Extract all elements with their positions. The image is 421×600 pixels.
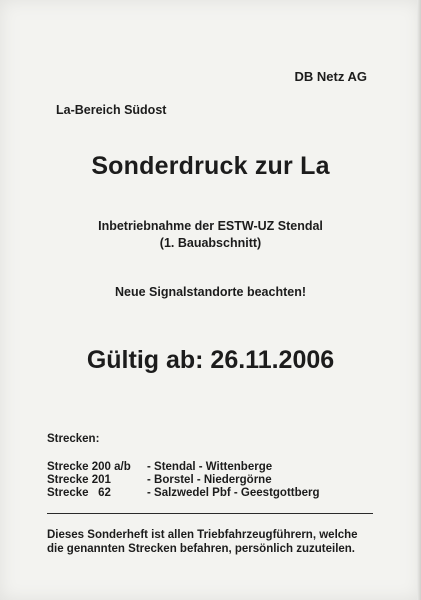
subtitle-line-2: (1. Bauabschnitt) xyxy=(159,236,262,250)
footer-line-2: die genannten Strecken befahren, persönlich zuzuteilen. xyxy=(47,543,356,555)
route-item xyxy=(47,487,320,500)
page-edge xyxy=(417,0,421,600)
document-title: Sonderdruck zur La xyxy=(91,152,330,180)
route-id: Strecke 201 xyxy=(47,474,111,486)
organization-name: DB Netz AG xyxy=(294,69,367,84)
route-description: - Salzwedel Pbf - Geestgottberg xyxy=(147,487,320,499)
footer-line-1: Dieses Sonderheft ist allen Triebfahrzeugführern, welche xyxy=(47,529,358,541)
routes-label: Strecken: xyxy=(47,433,100,445)
section-divider xyxy=(47,513,373,514)
route-item xyxy=(47,474,320,487)
route-description: - Borstel - Niedergörne xyxy=(147,474,272,486)
routes-list xyxy=(47,461,320,500)
subtitle-line-1: Inbetriebnahme der ESTW-UZ Stendal xyxy=(98,219,323,233)
route-item xyxy=(47,461,320,474)
route-description: - Stendal - Wittenberge xyxy=(147,461,273,473)
distribution-note xyxy=(47,528,377,556)
route-id: Strecke 200 a/b xyxy=(47,461,131,473)
region-name: La-Bereich Südost xyxy=(56,103,167,117)
validity-date: Gültig ab: 26.11.2006 xyxy=(86,346,335,374)
document-subtitle xyxy=(0,218,421,252)
signal-notice: Neue Signalstandorte beachten! xyxy=(114,285,306,299)
route-id: Strecke 62 xyxy=(47,487,111,499)
